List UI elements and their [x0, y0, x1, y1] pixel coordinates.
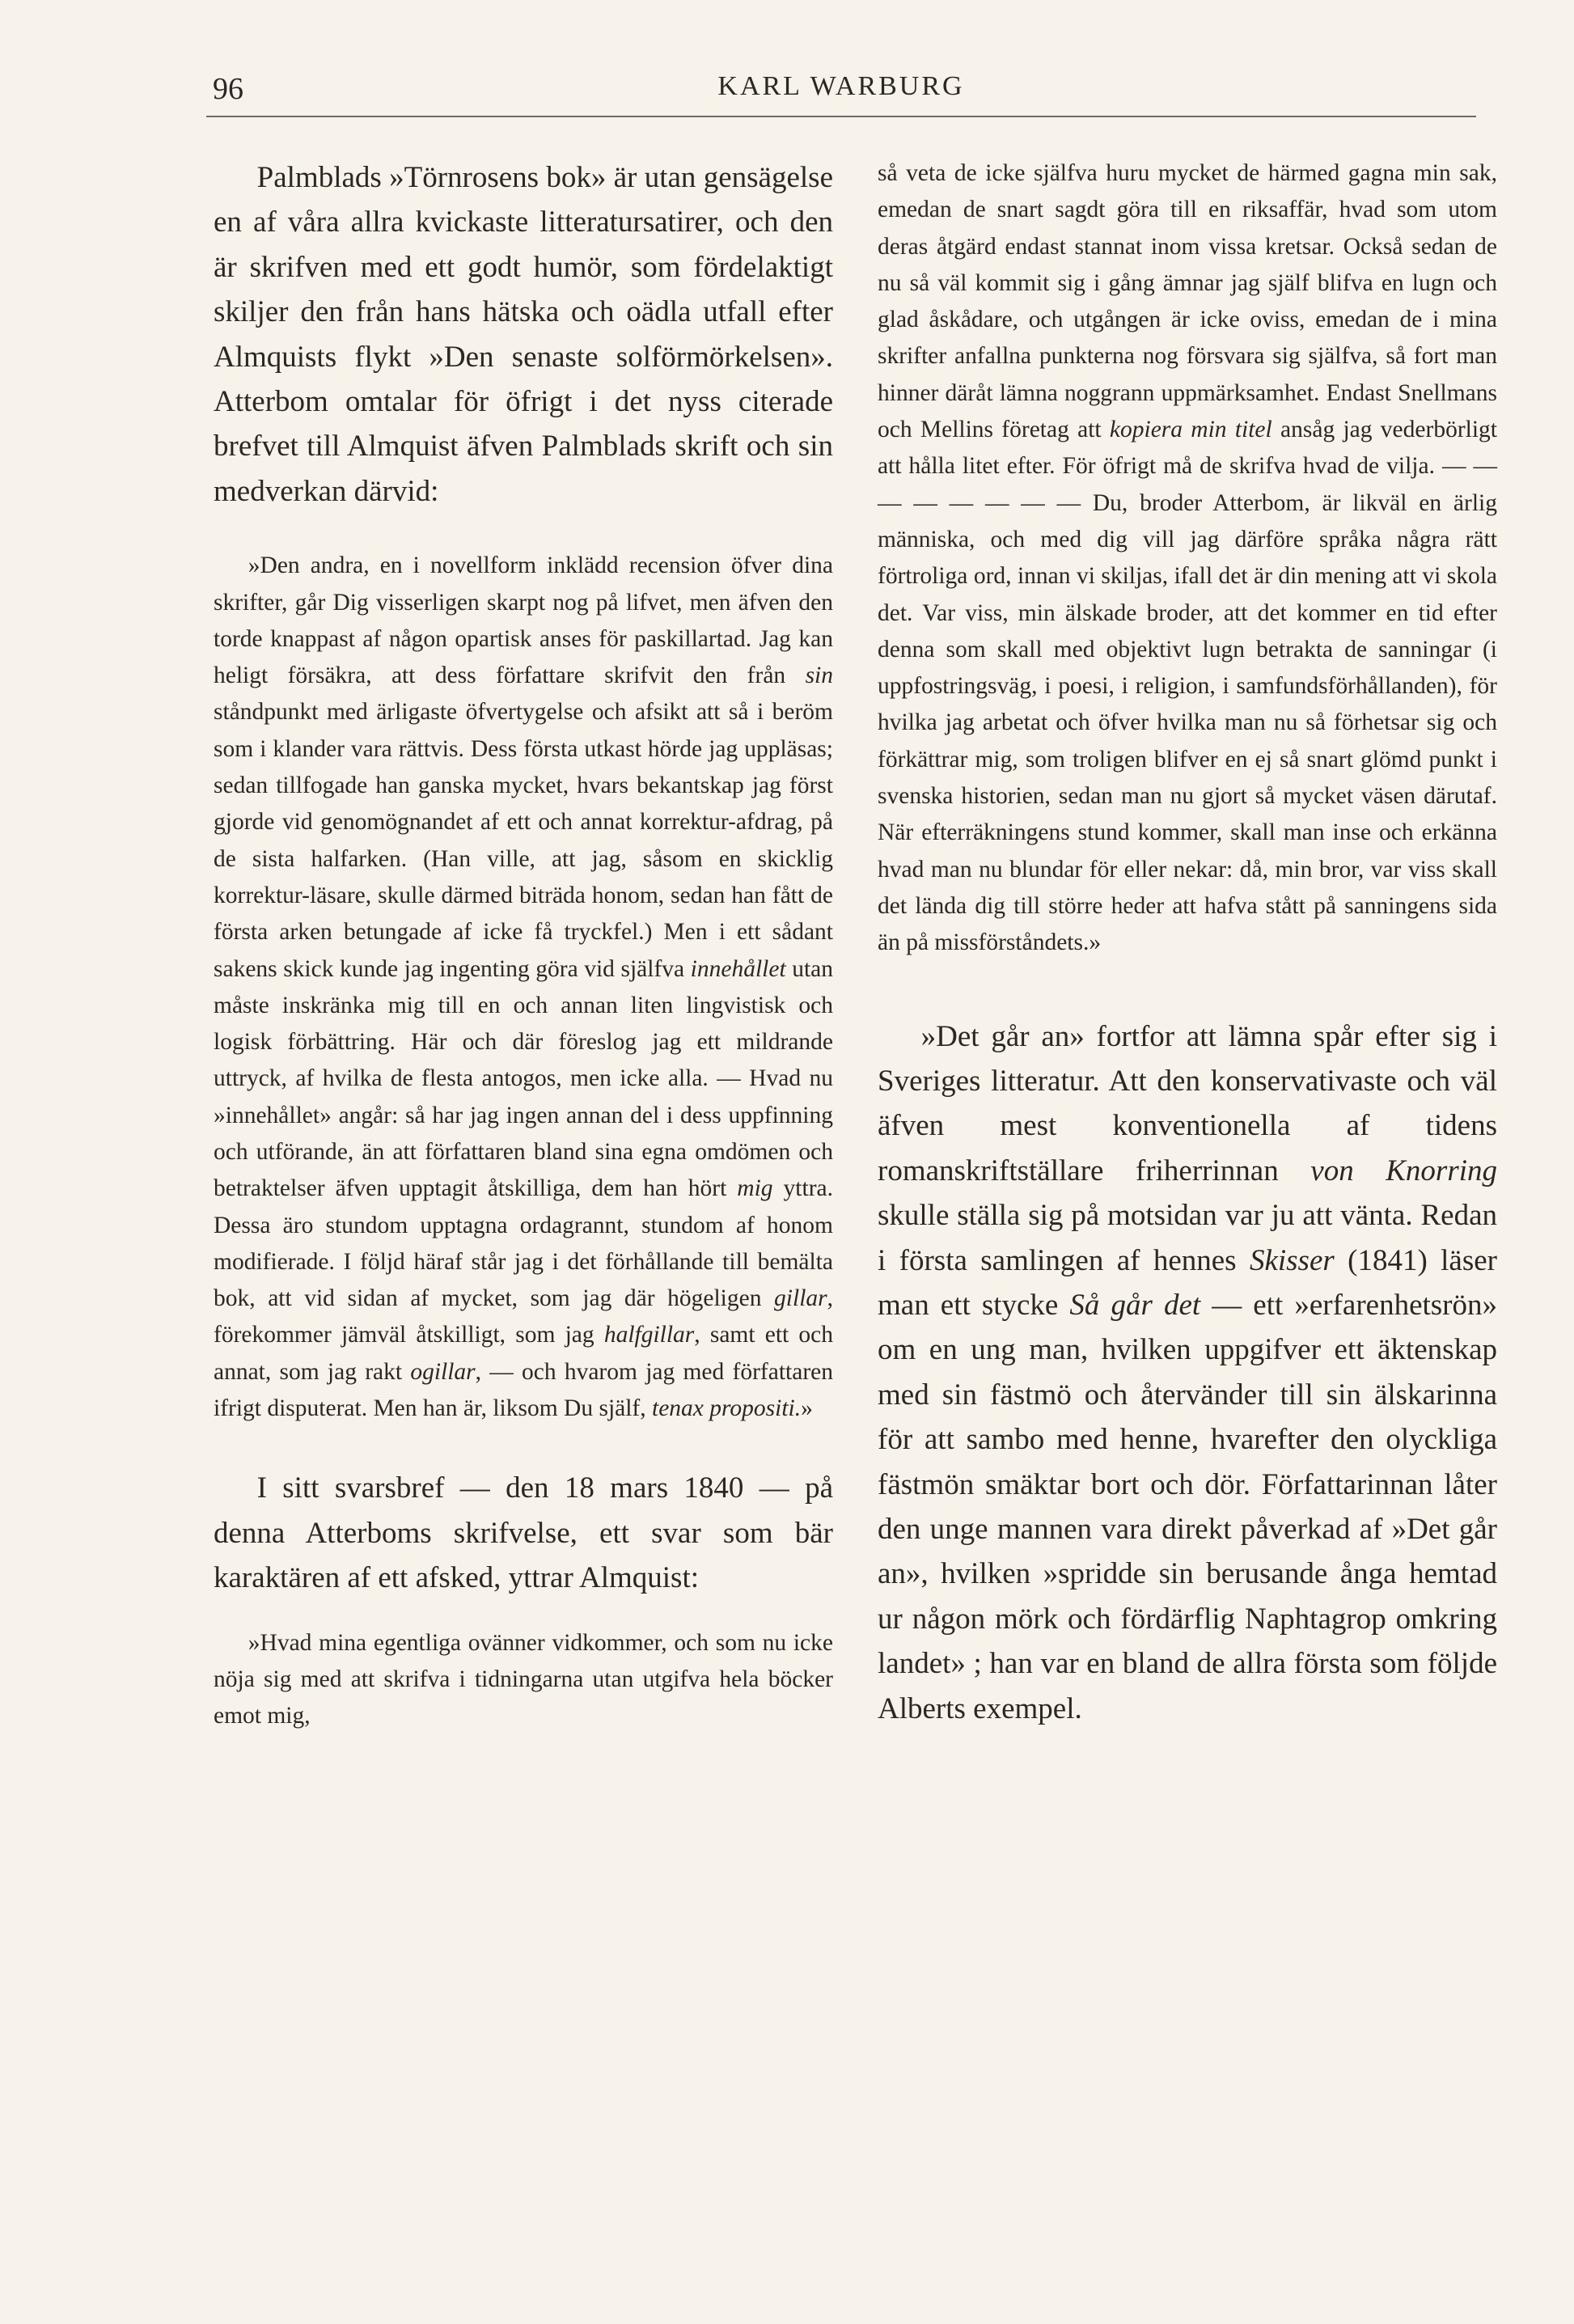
quote-text: , — och hvarom jag med författaren ifrigt disputerat. Men han är, liksom Du själf,	[214, 1358, 833, 1422]
quote-italic-kopiera: kopiera min titel	[1109, 417, 1272, 443]
quote-italic-tenax: tenax propositi.	[652, 1395, 802, 1422]
paragraph-text: — ett »erfarenhetsrön» om en ung man, hvilken uppgifver ett äktenskap med sin fästmö och återvänder till sin älskarinna för att sambo med henne, hvarefter den olyckliga fästmön smäktar bort och dör. Författarinnan låter den unge mannen vara direkt påverkad af »Det går an», hvilken »spridde sin berusande ånga hemtad ur någon mörk och fördärflig Naphtagrop omkring landet» ; han var en bland de allra första som följde Alberts exempel.	[878, 1288, 1497, 1725]
quote-almquist-start: »Hvad mina egentliga ovänner vidkommer, och som nu icke nöja sig med att skrifva i tidningarna utan utgifva hela böcker emot mig,	[214, 1629, 833, 1729]
quote-text: »	[801, 1395, 813, 1422]
left-column	[214, 155, 833, 1734]
right-column	[878, 155, 1497, 1731]
page-number: 96	[213, 72, 243, 106]
paragraph-text: skulle ställa sig på motsidan var ju att vänta. Redan i första samlingen af hennes	[878, 1199, 1497, 1277]
paragraph-det-gar-an	[878, 1014, 1497, 1732]
paragraph-text: (1841) läser man ett stycke	[878, 1243, 1497, 1322]
quote-italic-innehallet: innehållet	[690, 955, 786, 982]
quote-text: , samt ett och annat, som jag rakt	[214, 1322, 834, 1385]
quote-italic-mig: mig	[737, 1175, 773, 1202]
quote-text: »Den andra, en i novellform inklädd recension öfver dina skrifter, går Dig visserligen skarpt nog på lifvet, men äfven den torde knappast af någon opartisk anses för paskillartad. Jag kan heligt försäkra, att dess författare skrifvit den från	[214, 552, 833, 689]
page-header	[206, 71, 1476, 120]
quote-italic-sin: sin	[805, 662, 833, 689]
quote-almquist-continued	[878, 155, 1497, 962]
quote-text: ansåg jag vederbörligt att hålla litet efter. För öfrigt må de skrifva hvad de vilja. — — — — — — — — Du, broder Atterbom, är likväl en ärlig människa, och med dig vill jag därföre språka några rätt förtroliga ord, innan vi skiljas, ifall det är din mening att vi skola det. Var viss, min älskade broder, att det kommer en tid efter denna som skall med objektivt lugn betrakta de sanningar (i uppfostringsväg, i poesi, i religion, i samfundsförhållanden), för hvilka jag arbetat och öfver hvilka man nu så förhetsar sig och förkättrar mig, som troligen blifver en ej så snart glömd punkt i svenska historien, sedan man nu gjort så mycket väsen därutaf. När efterräkningens stund kommer, skall man inse och erkänna hvad man nu blundar för eller nekar: då, min bror, var viss skall det lända dig till större heder att hafva stått på sanningens sida än på missförståndets.»	[878, 417, 1497, 956]
paragraph-palmblad: Palmblads »Törnrosens bok» är utan gensägelse en af våra allra kvickaste litteratursatirer, och den är skrifven med ett godt humör, som fördelaktigt skiljer den från hans hätska och oädla utfall efter Almquists flykt »Den senaste solförmörkelsen». Atterbom omtalar för öfrigt i det nyss citerade brefvet till Almquist äfven Palmblads skrift och sin medverkan därvid:	[214, 161, 833, 508]
italic-skisser: Skisser	[1249, 1243, 1335, 1277]
running-title: KARL WARBURG	[717, 71, 965, 101]
quote-text: yttra. Dessa äro stundom upptagna ordagrannt, stundom af honom modifierade. I följd häraf står jag i det förhållande till bemälta bok, att vid sidan af mycket, som jag där högeligen	[214, 1175, 833, 1312]
quote-text: utan måste inskränka mig till en och annan liten lingvistisk och logisk förbättring. Här och där föreslog jag ett mildrande uttryck, af hvilka de flesta antogos, men icke alla. — Hvad nu »innehållet» angår: så har jag ingen annan del i dess uppfinning och utförande, än att författaren bland sina egna omdömen och betraktelser äfven upptagit åtskilliga, dem han hört	[214, 955, 833, 1202]
quote-text: så veta de icke själfva huru mycket de härmed gagna min sak, emedan de snart sagdt göra till en riksaffär, hvad som utom deras åtgärd endast stannat inom vissa kretsar. Också sedan de nu så väl kommit sig i gång ämnar jag själf blifva en lugn och glad åskådare, och utgången är icke oviss, emedan de i mina skrifter anfallna punkterna nog försvara sig själfva, så fort man hinner däråt lämna noggrann uppmärksamhet. Endast Snellmans och Mellins företag att	[878, 160, 1497, 443]
quote-atterbom-letter	[214, 548, 833, 1427]
italic-sa-gar-det: Så går det	[1069, 1288, 1201, 1322]
paragraph-text: »Det går an» fortfor att lämna spår efter sig i Sveriges litteratur. Att den konservativaste och väl äfven mest konventionella af tidens romanskriftställare friherrinnan	[878, 1019, 1497, 1187]
quote-italic-halfgillar: halfgillar	[603, 1322, 695, 1348]
quote-text: ståndpunkt med ärligaste öfvertygelse och afsikt att så i beröm som i klander vara rättvis. Dess första utkast hörde jag uppläsas; sedan tillfogade han ganska mycket, hvars bekantskap jag först gjorde vid genomögnandet af ett och annat korrektur-afdrag, på de sista halfarken. (Han ville, att jag, såsom en skicklig korrektur-läsare, skulle därmed biträda honom, sedan han fått de första arken betungade af icke få tryckfel.) Men i ett sådant sakens skick kunde jag ingenting göra vid själfva	[214, 699, 833, 982]
header-rule	[206, 116, 1476, 117]
italic-von-knorring: von Knorring	[1310, 1154, 1498, 1187]
quote-text: , förekommer jämväl åtskilligt, som jag	[214, 1285, 833, 1348]
quote-italic-gillar: gillar	[774, 1285, 827, 1312]
paragraph-svarsbref: I sitt svarsbref — den 18 mars 1840 — på denna Atterboms skrifvelse, ett svar som bär karaktären af ett afsked, yttrar Almquist:	[214, 1471, 833, 1595]
quote-italic-ogillar: ogillar	[410, 1358, 476, 1385]
